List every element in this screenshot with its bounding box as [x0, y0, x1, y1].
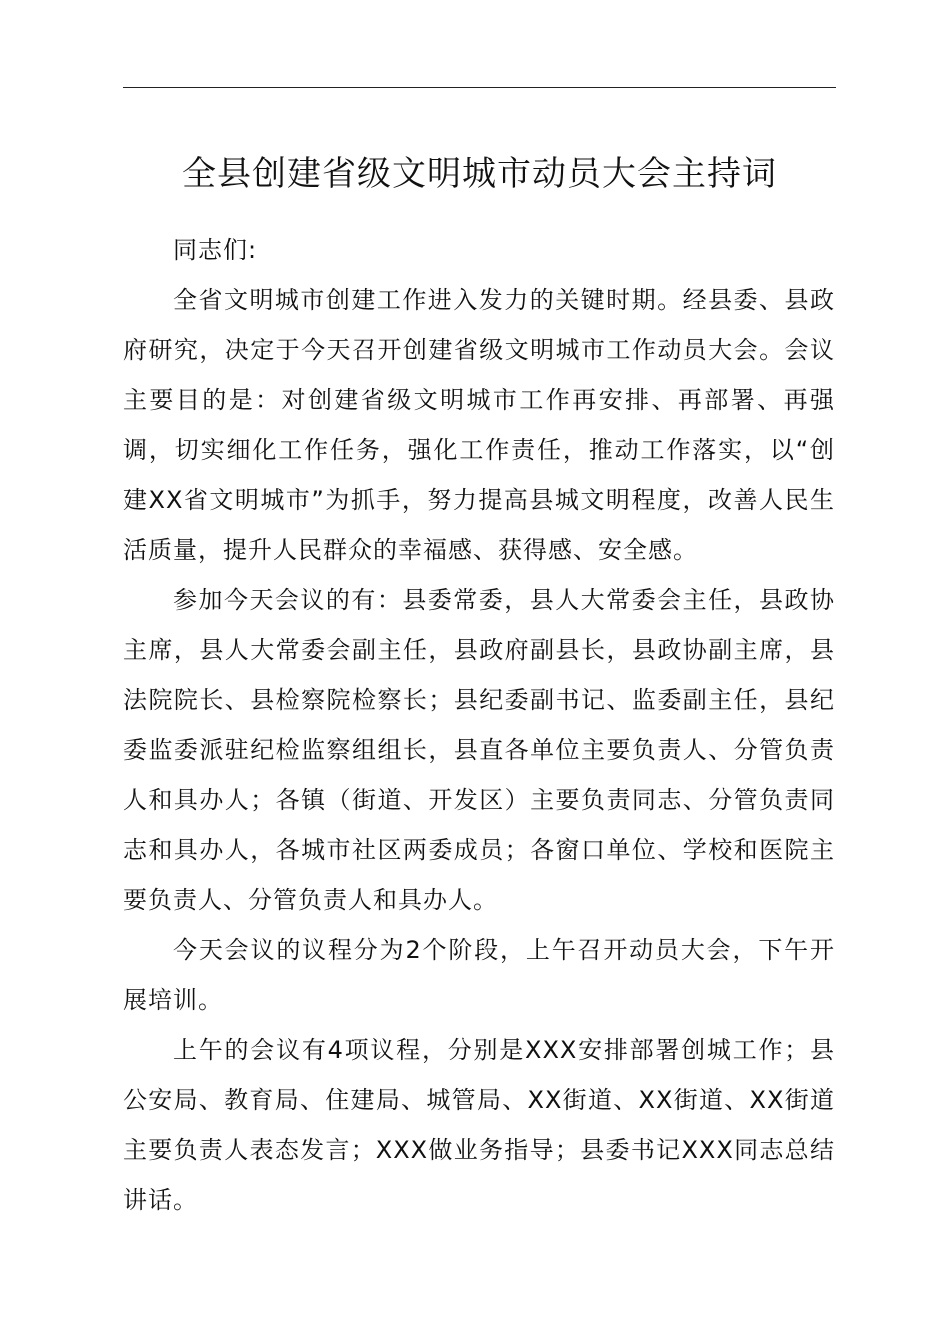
paragraph-agenda-stages: 今天会议的议程分为2个阶段，上午召开动员大会，下午开展培训。: [123, 936, 835, 1014]
paragraph-purpose: 全省文明城市创建工作进入发力的关键时期。经县委、县政府研究，决定于今天召开创建省级文明城市工作动员大会。会议主要目的是：对创建省级文明城市工作再安排、再部署、再强调，切实细化工作任务，强化工作责任，推动工作落实，以“创建XX省文明城市”为抓手，努力提高县城文明程度，改善人民生活质量，提升人民群众的幸福感、获得感、安全感。: [123, 286, 835, 564]
header-rule: [123, 87, 836, 88]
paragraph-attendees: 参加今天会议的有：县委常委，县人大常委会主任，县政协主席，县人大常委会副主任，县政府副县长，县政协副主席，县法院院长、县检察院检察长；县纪委副书记、监委副主任，县纪委监委派驻纪检监察组组长，县直各单位主要负责人、分管负责人和具办人；各镇（街道、开发区）主要负责同志、分管负责同志和具办人，各城市社区两委成员；各窗口单位、学校和医院主要负责人、分管负责人和具办人。: [123, 586, 835, 914]
greeting: 同志们:: [173, 236, 258, 264]
document-body: [123, 225, 835, 1225]
page-title: 全县创建省级文明城市动员大会主持词: [182, 154, 777, 194]
paragraph-morning-agenda: 上午的会议有4项议程，分别是XXX安排部署创城工作；县公安局、教育局、住建局、城管局、XX街道、XX街道、XX街道主要负责人表态发言；XXX做业务指导；县委书记XXX同志总结讲话。: [123, 1036, 835, 1214]
